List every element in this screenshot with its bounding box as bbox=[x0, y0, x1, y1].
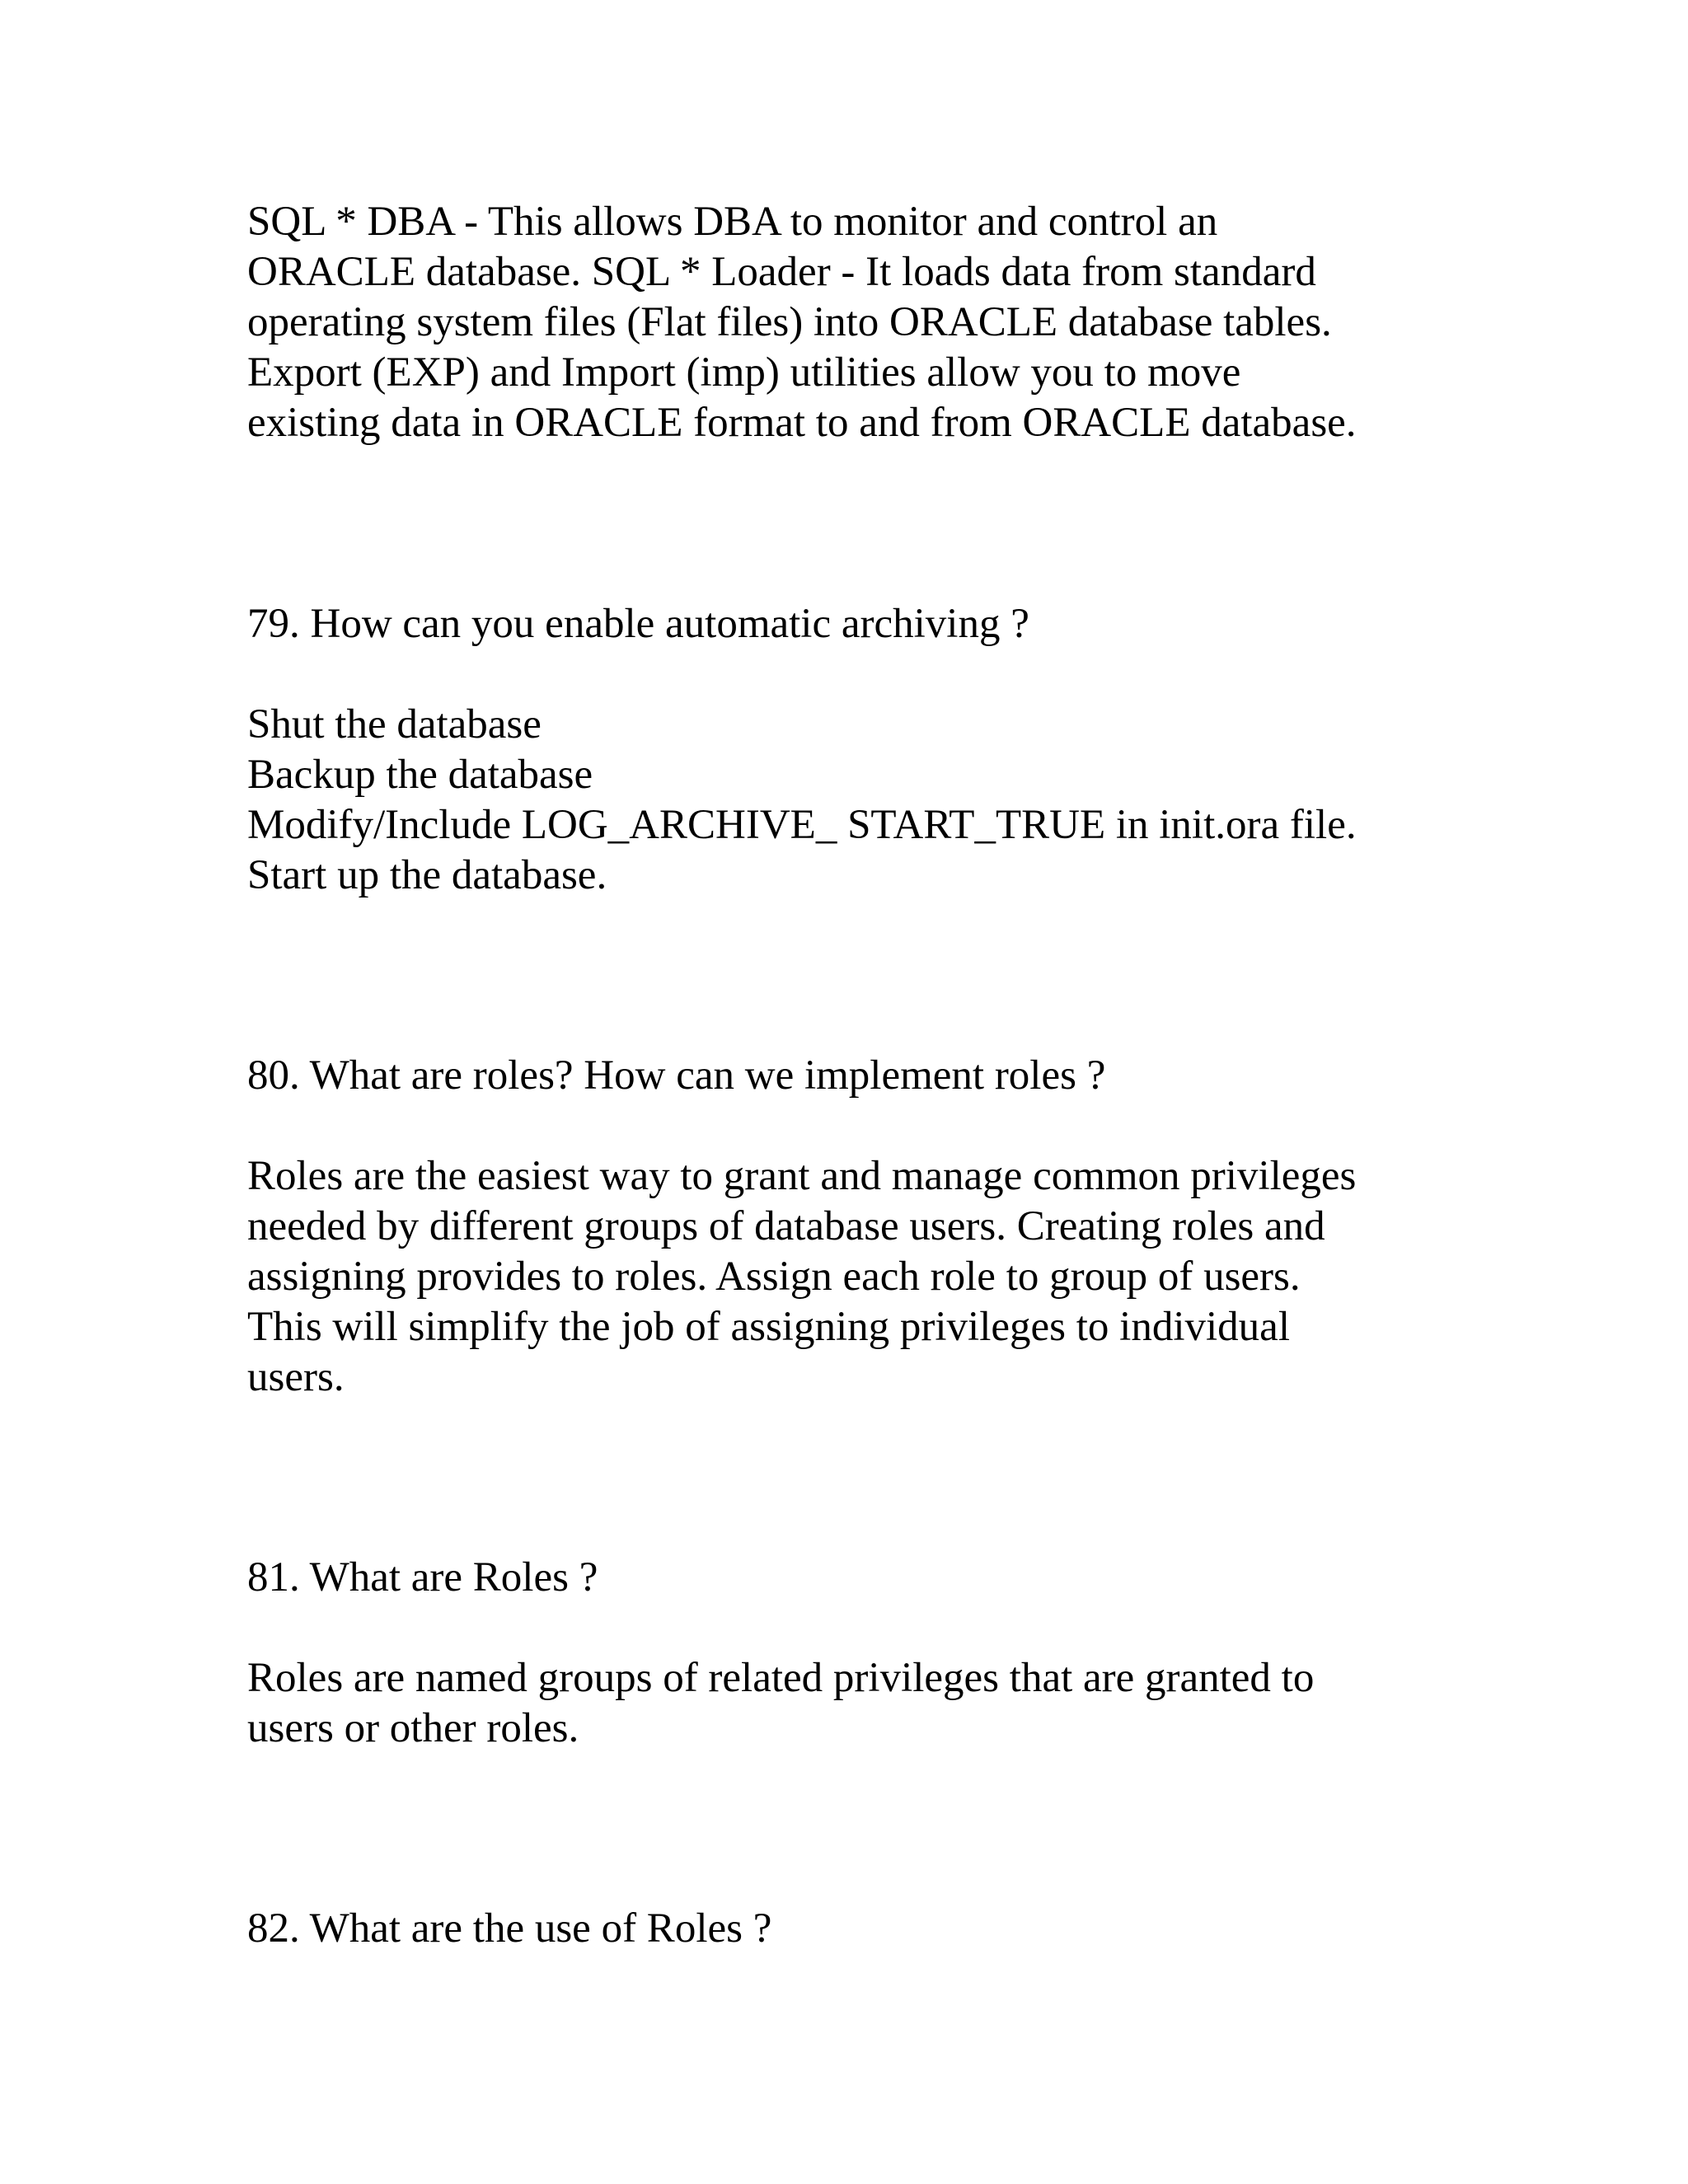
q81-answer-line-1: Roles are named groups of related privileges that are granted to bbox=[247, 1655, 1315, 1701]
q80-answer-line-1: Roles are the easiest way to grant and manage common privileges bbox=[247, 1153, 1357, 1199]
intro-line-5: existing data in ORACLE format to and from ORACLE database. bbox=[247, 400, 1357, 446]
question-81-heading: 81. What are Roles ? bbox=[247, 1554, 598, 1601]
q80-answer-line-5: users. bbox=[247, 1354, 345, 1400]
q79-answer-line-4: Start up the database. bbox=[247, 852, 607, 898]
q80-answer-line-4: This will simplify the job of assigning privileges to individual bbox=[247, 1304, 1290, 1350]
q79-answer-line-3: Modify/Include LOG_ARCHIVE_ START_TRUE in init.ora file. bbox=[247, 802, 1357, 848]
intro-line-4: Export (EXP) and Import (imp) utilities allow you to move bbox=[247, 349, 1241, 396]
q81-answer-line-2: users or other roles. bbox=[247, 1705, 579, 1751]
intro-line-3: operating system files (Flat files) into ORACLE database tables. bbox=[247, 299, 1332, 345]
intro-line-2: ORACLE database. SQL * Loader - It loads data from standard bbox=[247, 249, 1316, 295]
intro-line-1: SQL * DBA - This allows DBA to monitor and control an bbox=[247, 199, 1218, 245]
question-80-heading: 80. What are roles? How can we implement roles ? bbox=[247, 1052, 1106, 1099]
question-79-heading: 79. How can you enable automatic archiving ? bbox=[247, 601, 1029, 647]
q79-answer-line-2: Backup the database bbox=[247, 752, 593, 798]
question-82-heading: 82. What are the use of Roles ? bbox=[247, 1905, 772, 1952]
q80-answer-line-2: needed by different groups of database users. Creating roles and bbox=[247, 1203, 1325, 1249]
q80-answer-line-3: assigning provides to roles. Assign each role to group of users. bbox=[247, 1254, 1301, 1300]
q79-answer-line-1: Shut the database bbox=[247, 701, 542, 748]
